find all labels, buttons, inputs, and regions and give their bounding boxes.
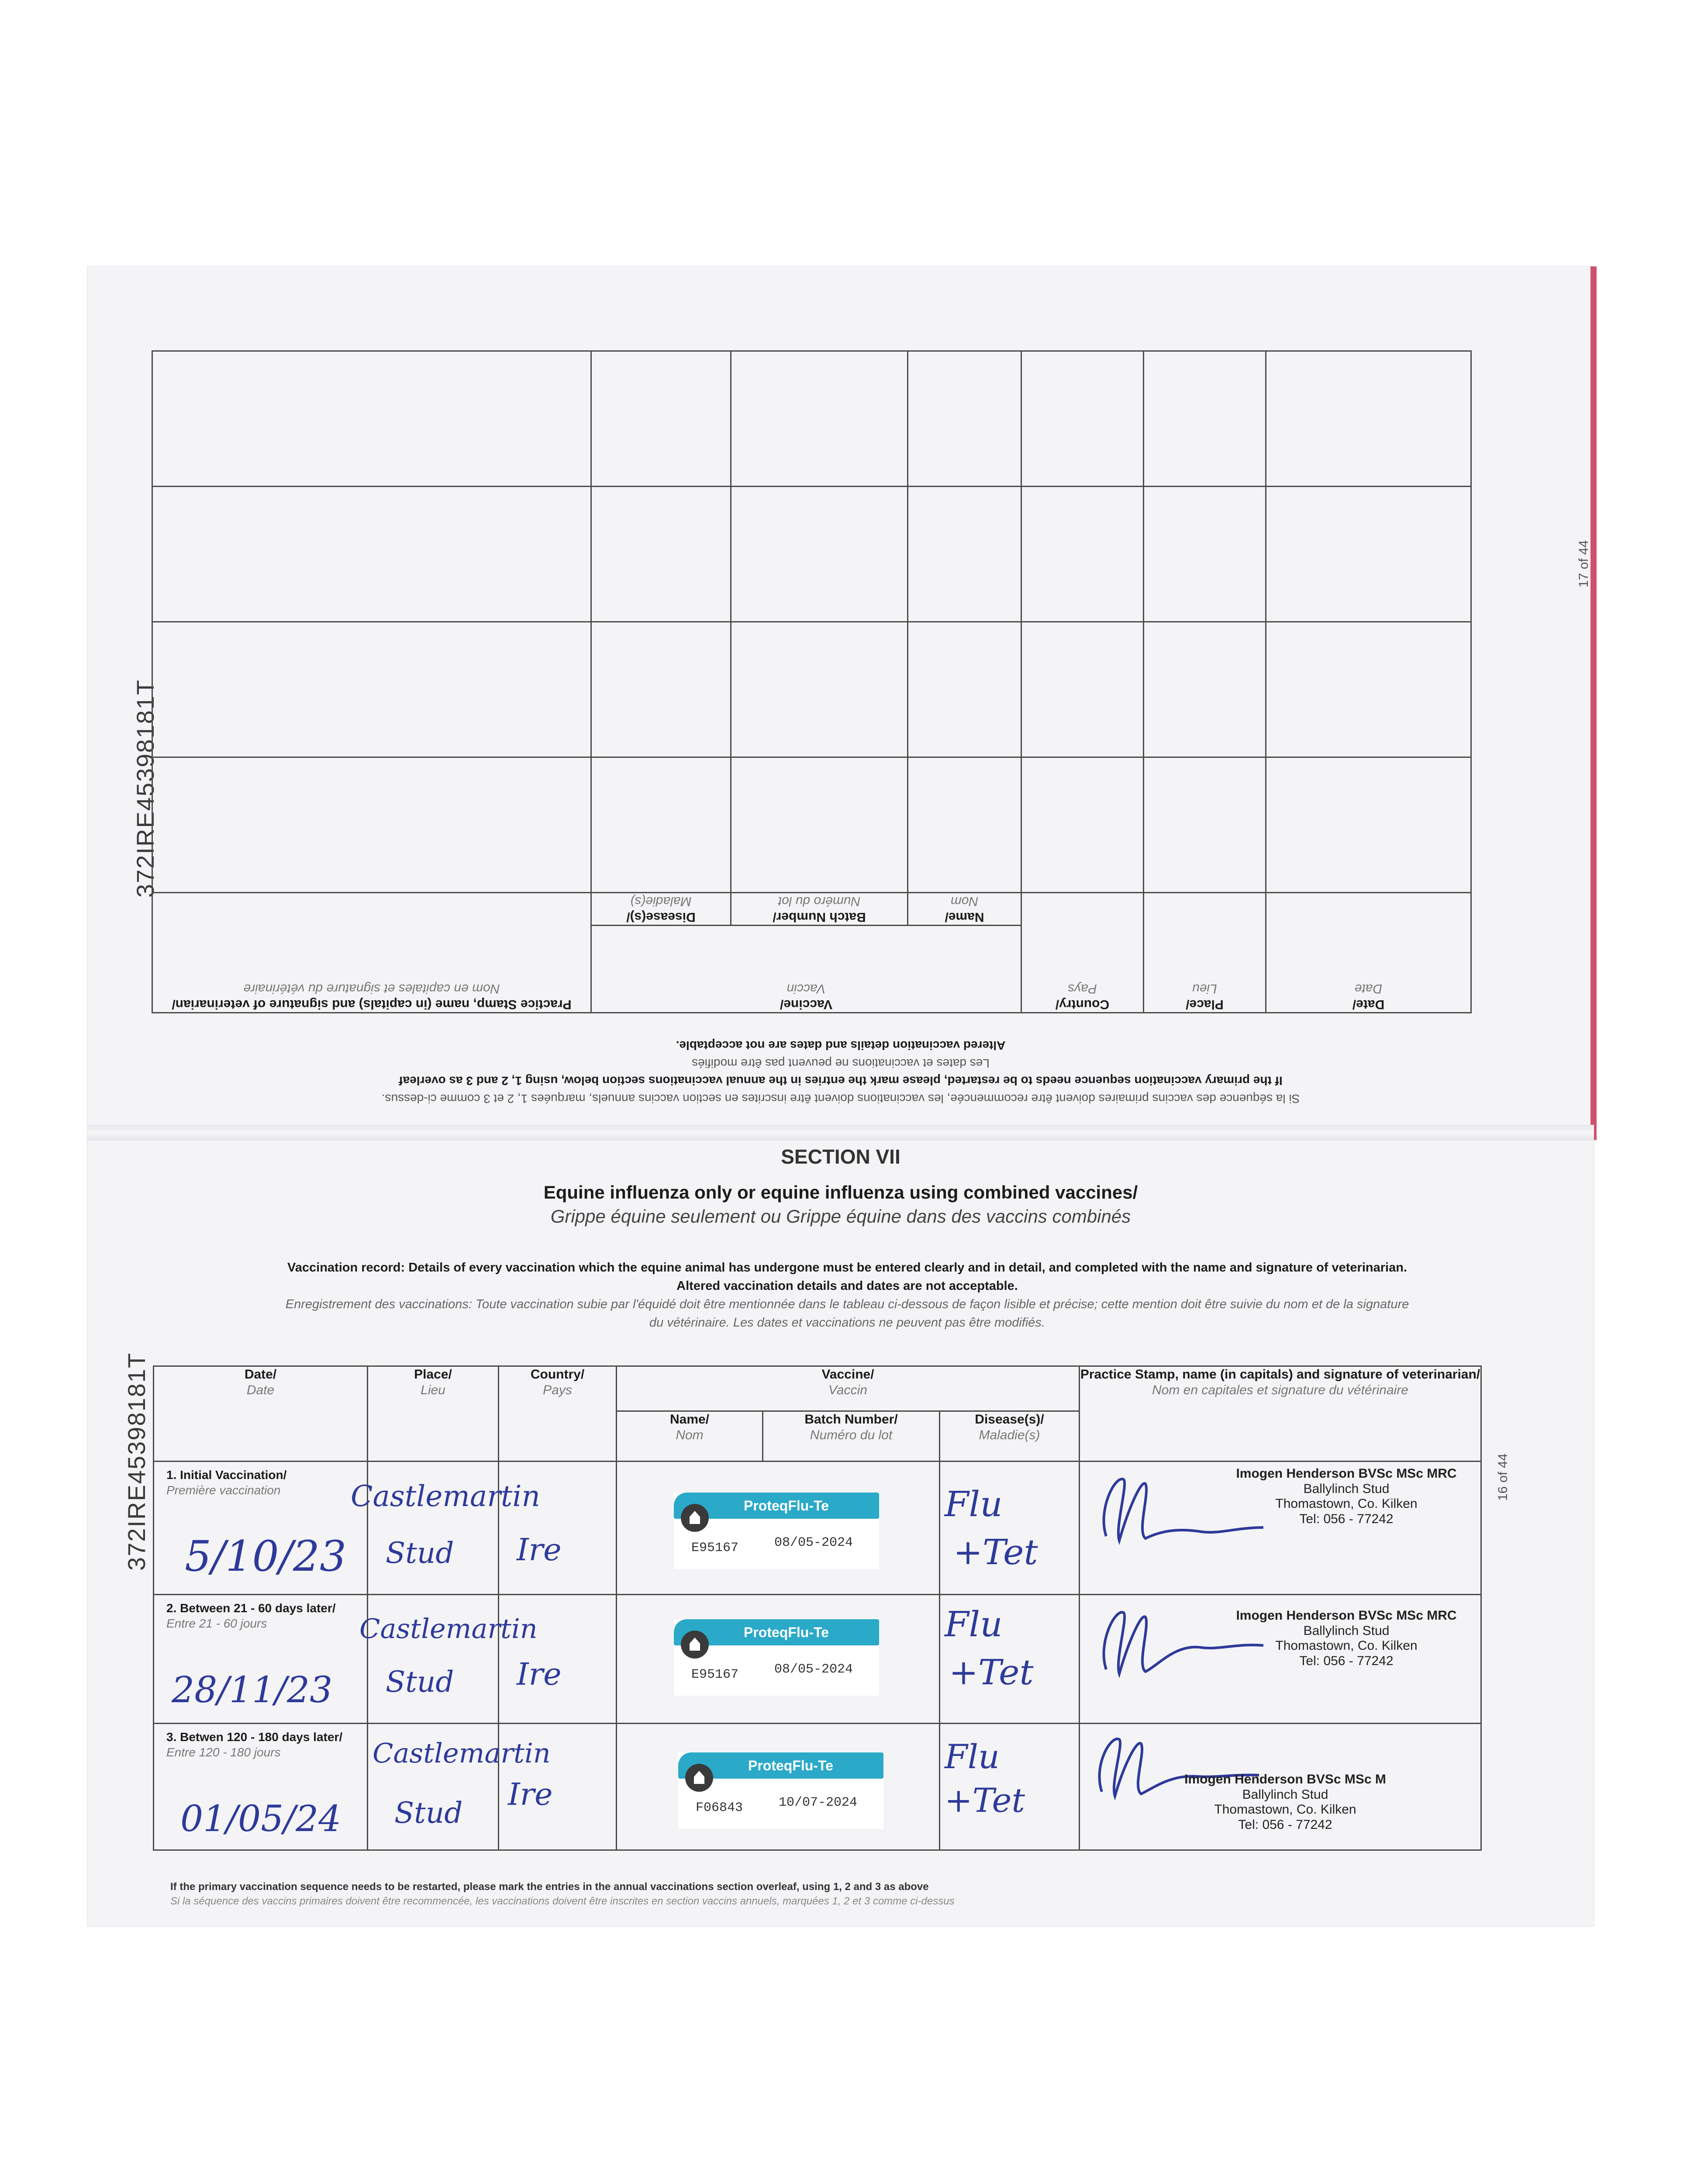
row1-country: Ire [517,1532,562,1568]
top-page-notes [218,1037,1463,1107]
row2-batch: E95167 [691,1667,739,1682]
row3-vaccine-cell [617,1724,940,1850]
top-header-disease: Disease(s)/ Maladie(s) [591,893,731,926]
top-header-vaccine: Vaccine/ Vaccin [591,926,1021,1013]
row2-stamp-l4: Tel: 056 - 77242 [1299,1653,1394,1668]
restart-note-fr: Si la séquence des vaccins primaires doivent être recommencée, les vaccinations doivent être inscrites en section vaccins annuels, marquées 1, 2 et 3 comme ci-dessus. [381,1092,1300,1106]
row1-label: 1. Initial Vaccination/ Première vaccination [166,1468,287,1497]
header-country: Country/ Pays [499,1366,617,1462]
header-batch: Batch Number/ Numéro du lot [763,1411,940,1462]
footer-note: If the primary vaccination sequence needs to be restarted, please mark the entries in the annual vaccinations section overleaf, using 1, 2 and 3 as above [170,1881,929,1893]
top-vaccination-table [152,350,1472,1013]
top-page-rotated-content [87,266,1594,1125]
row1-place-line2: Stud [386,1536,454,1570]
instructions-fr1: Enregistrement des vaccinations: Toute vaccination subie par l'équidé doit être mentionnée dans le tableau ci-dessous de façon lisible et précise; cette mention doit être suivie du nom et de la signature [285,1297,1409,1312]
header-stamp: Practice Stamp, name (in capitals) and signature of veterinarian/ Nom en capitales et signature du vétérinaire [1080,1366,1481,1462]
instructions [157,1258,1537,1332]
row2-stamp-l3: Thomastown, Co. Kilken [1275,1638,1418,1653]
row2-expiry: 08/05-2024 [774,1662,853,1677]
section-title-fr: Grippe équine seulement ou Grippe équine dans des vaccins combinés [550,1206,1131,1227]
page-number-bottom: 16 of 44 [1496,1453,1510,1501]
row3-disease-line2: +Tet [945,1781,1025,1820]
row3-stamp [1145,1772,1425,1832]
top-header-vaccine-name: Name/ Nom [908,893,1021,926]
top-table-row [152,622,1471,757]
primary-vaccination-table [153,1365,1482,1851]
header-disease: Disease(s)/ Maladie(s) [940,1411,1080,1462]
row3-date-cell [154,1724,368,1850]
header-date: Date/ Date [154,1366,368,1462]
page-fold [87,1125,1594,1140]
row3-expiry: 10/07-2024 [779,1795,858,1810]
row2-disease-cell [940,1595,1080,1724]
row2-place-cell [359,1595,538,1724]
row1-stamp [1207,1466,1486,1527]
row1-place-line1: Castlemartin [351,1479,541,1513]
top-header-country: Country/ Pays [1021,893,1144,1013]
row1-date-cell [154,1462,368,1595]
row1-country-cell [499,1462,617,1595]
footer-note-fr: Si la séquence des vaccins primaires doivent être recommencée, les vaccinations doivent être inscrites en section vaccins annuels, marquées 1, 2 et 3 comme ci-dessus [170,1895,955,1907]
row2-label: 2. Between 21 - 60 days later/ Entre 21 - 60 jours [166,1601,336,1630]
instructions-line1: Vaccination record: Details of every vaccination which the equine animal has undergone must be entered clearly and in detail, and completed with the name and signature of veterinarian. [287,1261,1407,1275]
row3-stamp-l4: Tel: 056 - 77242 [1238,1817,1332,1832]
sticker-band: ProteqFlu-Te [674,1619,879,1645]
top-header-batch: Batch Number/ Numéro du lot [731,893,908,926]
vaccination-row [154,1595,1481,1724]
row1-disease-cell [940,1462,1080,1595]
row2-date-cell [154,1595,368,1724]
passport-id-bottom: 372IRE45398181T [123,1352,150,1571]
row3-place-line2: Stud [394,1796,463,1830]
row3-country-cell [499,1724,617,1850]
row1-expiry: 08/05-2024 [774,1535,853,1550]
row3-date: 01/05/24 [180,1798,342,1840]
top-header-date: Date/ Date [1266,893,1471,1013]
row1-disease-line1: Flu [945,1484,1003,1524]
section-number: SECTION VII [781,1145,900,1168]
house-logo-icon [685,1764,713,1792]
row3-stamp-l3: Thomastown, Co. Kilken [1214,1802,1356,1817]
house-logo-icon [681,1631,709,1659]
row2-disease-line1: Flu [945,1604,1003,1645]
altered-note: Altered vaccination details and dates are not acceptable. [676,1039,1006,1053]
row2-vaccine-cell [617,1595,940,1724]
top-table-row [152,351,1471,487]
row2-stamp-name: Imogen Henderson BVSc MSc MRC [1236,1608,1457,1623]
passport-id-top: 372IRE45398181T [131,679,159,898]
row2-stamp [1207,1608,1486,1669]
row2-country: Ire [517,1656,562,1692]
sticker-band: ProteqFlu-Te [678,1752,883,1779]
row2-stamp-cell [1080,1595,1481,1724]
row2-country-cell [499,1595,617,1724]
row2-vaccine-sticker [674,1619,879,1696]
row1-vaccine-sticker [674,1493,879,1569]
row1-stamp-name: Imogen Henderson BVSc MSc MRC [1236,1466,1457,1481]
row3-country: Ire [508,1776,553,1812]
instructions-line2: Altered vaccination details and dates are not acceptable. [676,1279,1018,1293]
row1-stamp-l3: Thomastown, Co. Kilken [1275,1496,1418,1511]
section-title: Equine influenza only or equine influenza using combined vaccines/ [543,1182,1138,1203]
instructions-fr2: du vétérinaire. Les dates et vaccinations ne peuvent pas être modifiés. [649,1316,1045,1330]
header-place: Place/ Lieu [368,1366,499,1462]
row2-disease-line2: +Tet [949,1652,1034,1693]
bottom-page-16 [87,1140,1594,1926]
row1-stamp-l2: Ballylinch Stud [1303,1481,1390,1496]
row2-date: 28/11/23 [172,1669,333,1711]
row2-place-line1: Castlemartin [359,1613,538,1645]
row1-disease-line2: +Tet [953,1532,1038,1572]
altered-note-fr: Les dates et vaccinations ne peuvent pas être modifiés [692,1056,990,1070]
top-header-place: Place/ Lieu [1144,893,1266,1013]
row1-date: 5/10/23 [185,1532,347,1581]
row3-label: 3. Betwen 120 - 180 days later/ Entre 120 - 180 jours [166,1730,343,1759]
row3-vaccine-sticker [678,1752,883,1829]
house-logo-icon [681,1504,709,1532]
row1-vaccine-cell [617,1462,940,1595]
row3-disease-line1: Flu [945,1737,1000,1776]
restart-note: If the primary vaccination sequence needs to be restarted, please mark the entries in the annual vaccinations section below, using 1, 2 and 3 as overleaf [399,1074,1283,1088]
row3-place-line1: Castlemartin [373,1737,551,1769]
vaccination-row [154,1724,1481,1850]
top-table-row [152,487,1471,622]
vaccination-row [154,1462,1481,1595]
row3-disease-cell [940,1724,1080,1850]
row3-stamp-cell [1080,1724,1481,1850]
sticker-band: ProteqFlu-Te [674,1493,879,1519]
top-header-stamp: Practice Stamp, name (in capitals) and signature of veterinarian/ Nom en capitales et signature du vétérinaire [152,893,591,1013]
header-vaccine-name: Name/ Nom [617,1411,763,1462]
row3-stamp-l2: Ballylinch Stud [1242,1787,1328,1802]
row3-stamp-name: Imogen Henderson BVSc MSc M [1184,1772,1386,1787]
row1-stamp-cell [1080,1462,1481,1595]
row2-place-line2: Stud [386,1665,454,1699]
top-page-17 [87,266,1594,1125]
top-table-row [152,757,1471,893]
row3-batch: F06843 [696,1800,743,1815]
row2-stamp-l2: Ballylinch Stud [1303,1623,1390,1638]
page-number-top: 17 of 44 [1577,540,1591,587]
row1-stamp-l4: Tel: 056 - 77242 [1299,1511,1394,1526]
row1-batch: E95167 [691,1541,739,1555]
header-vaccine: Vaccine/ Vaccin [617,1366,1080,1411]
